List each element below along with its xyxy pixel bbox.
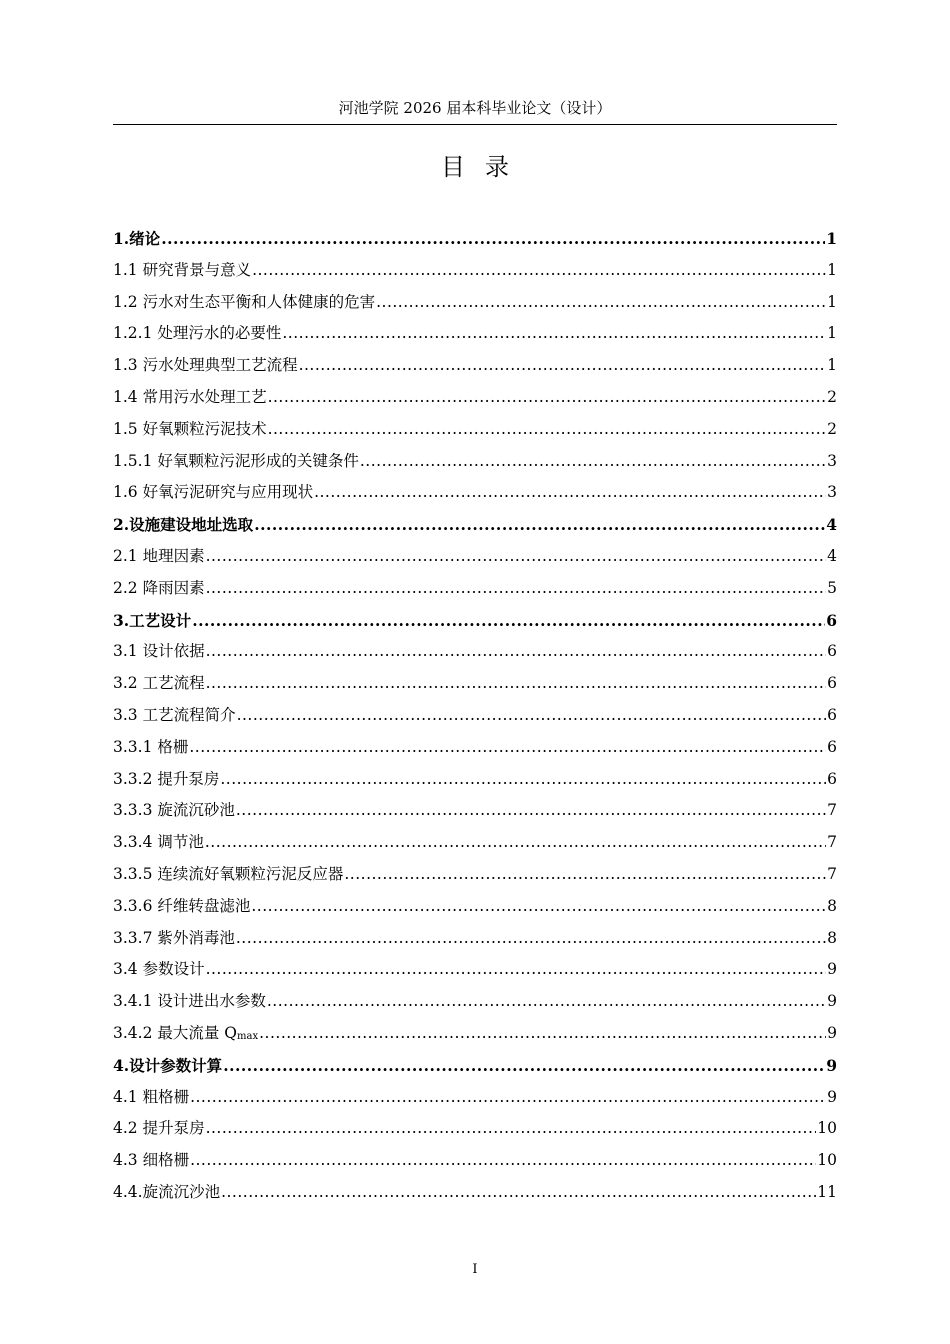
toc-dot-leader [206, 573, 827, 605]
toc-entry-text: 1.绪论 [113, 229, 161, 248]
toc-entry-text: 1.2.1 处理污水的必要性 [113, 324, 282, 343]
toc-entry[interactable] [113, 414, 837, 446]
toc-entry[interactable] [113, 446, 837, 478]
toc-entry[interactable] [113, 1177, 837, 1209]
toc-dot-leader [223, 1050, 825, 1082]
toc-dot-leader [189, 732, 826, 764]
toc-entry-text: 3.2 工艺流程 [113, 674, 205, 693]
toc-dot-leader [206, 954, 827, 986]
toc-entry-page-number: 9 [827, 992, 837, 1011]
toc-entry-label [113, 1082, 189, 1114]
toc-entry[interactable] [113, 923, 837, 955]
toc-entry-text: 3.1 设计依据 [113, 642, 205, 661]
toc-entry-page-number: 6 [827, 737, 837, 756]
toc-entry-page-number: 6 [826, 610, 837, 630]
toc-entry[interactable] [113, 827, 837, 859]
toc-entry-text: 3.4.2 最大流量 Q [113, 1023, 238, 1042]
toc-dot-leader [192, 605, 825, 637]
toc-dot-leader [299, 350, 827, 382]
toc-entry-page-number: 9 [827, 1023, 837, 1042]
toc-entry[interactable] [113, 382, 837, 414]
toc-entry-text: 4.2 提升泵房 [113, 1119, 205, 1138]
toc-dot-leader [205, 827, 826, 859]
toc-entry[interactable] [113, 795, 837, 827]
toc-entry-label [113, 795, 235, 827]
toc-entry-text: 3.3.6 纤维转盘滤池 [113, 896, 251, 915]
toc-entry-label [113, 636, 205, 668]
toc-entry-label [113, 1018, 258, 1050]
toc-entry[interactable] [113, 668, 837, 700]
table-of-contents [113, 223, 837, 1209]
toc-entry-text: 4.1 粗格栅 [113, 1087, 190, 1106]
toc-entry-subscript: max [237, 1030, 259, 1042]
toc-dot-leader [376, 287, 826, 319]
toc-entry-label [113, 1177, 220, 1209]
toc-entry-page-number: 4 [826, 515, 837, 535]
toc-entry-label [113, 1113, 205, 1145]
toc-entry-page-number: 4 [827, 546, 837, 565]
toc-entry-text: 3.3.1 格栅 [113, 737, 189, 756]
toc-entry[interactable] [113, 954, 837, 986]
toc-entry-text: 1.2 污水对生态平衡和人体健康的危害 [113, 292, 376, 311]
toc-entry-page-number: 1 [826, 229, 837, 248]
toc-entry-label [113, 764, 219, 796]
toc-entry-text: 3.3.7 紫外消毒池 [113, 928, 235, 947]
toc-entry[interactable] [113, 636, 837, 668]
toc-dot-leader [206, 1113, 817, 1145]
toc-dot-leader [282, 318, 826, 350]
toc-entry[interactable] [113, 573, 837, 605]
toc-entry-label [113, 573, 205, 605]
toc-entry[interactable] [113, 764, 837, 796]
toc-entry-page-number: 7 [827, 801, 837, 820]
toc-entry-text: 3.3 工艺流程简介 [113, 705, 236, 724]
toc-entry-page-number: 3 [827, 483, 837, 502]
toc-entry-page-number: 9 [827, 960, 837, 979]
toc-entry-label [113, 668, 205, 700]
toc-entry-label [113, 891, 250, 923]
toc-entry-page-number: 2 [827, 419, 837, 438]
toc-entry-label [113, 859, 343, 891]
toc-entry-text: 1.3 污水处理典型工艺流程 [113, 356, 298, 375]
toc-dot-leader [236, 923, 826, 955]
toc-entry-page-number: 1 [827, 324, 837, 343]
toc-entry-page-number: 9 [826, 1055, 837, 1075]
toc-entry-page-number: 6 [827, 642, 837, 661]
toc-entry[interactable] [113, 859, 837, 891]
toc-entry-label [113, 605, 191, 637]
toc-entry-text: 3.3.3 旋流沉砂池 [113, 801, 235, 820]
toc-entry-text: 3.4.1 设计进出水参数 [113, 992, 266, 1011]
toc-dot-leader [221, 1177, 816, 1209]
toc-entry-page-number: 7 [827, 864, 837, 883]
toc-entry-label [113, 509, 253, 541]
toc-entry-text: 4.3 细格栅 [113, 1151, 190, 1170]
toc-entry-page-number: 6 [827, 705, 837, 724]
toc-entry-label [113, 255, 251, 287]
toc-entry[interactable] [113, 1050, 837, 1082]
toc-entry[interactable] [113, 255, 837, 287]
toc-entry-text: 3.3.5 连续流好氧颗粒污泥反应器 [113, 864, 344, 883]
toc-dot-leader [206, 636, 827, 668]
toc-entry[interactable] [113, 1018, 837, 1050]
toc-dot-leader [251, 891, 826, 923]
toc-dot-leader [314, 477, 826, 509]
toc-entry-text: 3.3.2 提升泵房 [113, 769, 220, 788]
toc-dot-leader [360, 446, 826, 478]
toc-entry-label [113, 318, 281, 350]
toc-dot-leader [220, 764, 826, 796]
toc-dot-leader [236, 795, 826, 827]
toc-entry[interactable] [113, 1113, 837, 1145]
toc-entry-label [113, 732, 188, 764]
toc-entry-page-number: 8 [827, 928, 837, 947]
toc-entry-text: 1.5 好氧颗粒污泥技术 [113, 419, 267, 438]
toc-entry-page-number: 11 [817, 1182, 837, 1201]
toc-entry-label [113, 541, 205, 573]
toc-entry-label [113, 382, 267, 414]
page-number: I [472, 1262, 478, 1277]
toc-entry-text: 3.工艺设计 [113, 610, 192, 630]
toc-dot-leader [190, 1082, 826, 1114]
toc-entry-label [113, 350, 298, 382]
toc-entry-label [113, 414, 267, 446]
toc-dot-leader [206, 668, 827, 700]
toc-entry-label [113, 446, 359, 478]
page-title: 目录 [441, 153, 529, 181]
toc-entry[interactable] [113, 1145, 837, 1177]
toc-entry-label [113, 223, 160, 255]
toc-dot-leader [268, 414, 827, 446]
toc-entry-label [113, 700, 236, 732]
toc-entry-label [113, 287, 375, 319]
toc-dot-leader [161, 223, 825, 255]
toc-entry-label [113, 1145, 189, 1177]
toc-entry[interactable] [113, 318, 837, 350]
toc-entry-label [113, 477, 313, 509]
toc-entry[interactable] [113, 477, 837, 509]
toc-entry-text: 1.4 常用污水处理工艺 [113, 387, 267, 406]
toc-dot-leader [237, 700, 827, 732]
toc-entry-page-number: 1 [827, 292, 837, 311]
toc-entry-text: 2.1 地理因素 [113, 546, 205, 565]
toc-dot-leader [267, 986, 826, 1018]
toc-entry-text: 2.2 降雨因素 [113, 578, 205, 597]
toc-entry[interactable] [113, 350, 837, 382]
toc-entry-text: 4.设计参数计算 [113, 1055, 223, 1075]
toc-entry-page-number: 10 [817, 1119, 837, 1138]
toc-entry-page-number: 9 [827, 1087, 837, 1106]
toc-entry-page-number: 1 [827, 260, 837, 279]
toc-entry-label [113, 986, 266, 1018]
toc-entry-page-number: 3 [827, 451, 837, 470]
toc-entry-text: 3.4 参数设计 [113, 960, 205, 979]
toc-entry[interactable] [113, 891, 837, 923]
toc-entry-label [113, 954, 205, 986]
toc-entry-page-number: 7 [827, 833, 837, 852]
toc-dot-leader [206, 541, 827, 573]
toc-dot-leader [190, 1145, 816, 1177]
toc-entry-label [113, 827, 204, 859]
toc-entry-label [113, 923, 235, 955]
toc-entry-label [113, 1050, 222, 1082]
toc-entry[interactable] [113, 986, 837, 1018]
toc-entry[interactable] [113, 1082, 837, 1114]
toc-entry[interactable] [113, 287, 837, 319]
toc-entry-page-number: 8 [827, 896, 837, 915]
header-rule [113, 124, 837, 125]
toc-entry-text: 1.5.1 好氧颗粒污泥形成的关键条件 [113, 451, 359, 470]
toc-dot-leader [268, 382, 827, 414]
running-header: 河池学院 2026 届本科毕业论文（设计） [338, 99, 612, 117]
toc-entry-page-number: 5 [827, 578, 837, 597]
toc-entry-page-number: 6 [827, 674, 837, 693]
toc-entry[interactable] [113, 732, 837, 764]
toc-entry-page-number: 2 [827, 387, 837, 406]
toc-entry[interactable] [113, 605, 837, 637]
toc-dot-leader [259, 1018, 826, 1050]
toc-entry-text: 1.1 研究背景与意义 [113, 260, 252, 279]
toc-dot-leader [252, 255, 826, 287]
toc-entry[interactable] [113, 700, 837, 732]
toc-entry-text: 4.4.旋流沉沙池 [113, 1182, 221, 1201]
toc-entry[interactable] [113, 509, 837, 541]
toc-entry-text: 3.3.4 调节池 [113, 833, 204, 852]
toc-entry-text: 1.6 好氧污泥研究与应用现状 [113, 483, 314, 502]
toc-entry-page-number: 6 [827, 769, 837, 788]
toc-entry-page-number: 10 [817, 1151, 837, 1170]
toc-entry[interactable] [113, 223, 837, 255]
toc-entry-page-number: 1 [827, 356, 837, 375]
toc-dot-leader [344, 859, 826, 891]
toc-dot-leader [254, 509, 825, 541]
toc-entry-text: 2.设施建设地址选取 [113, 515, 254, 535]
toc-entry[interactable] [113, 541, 837, 573]
